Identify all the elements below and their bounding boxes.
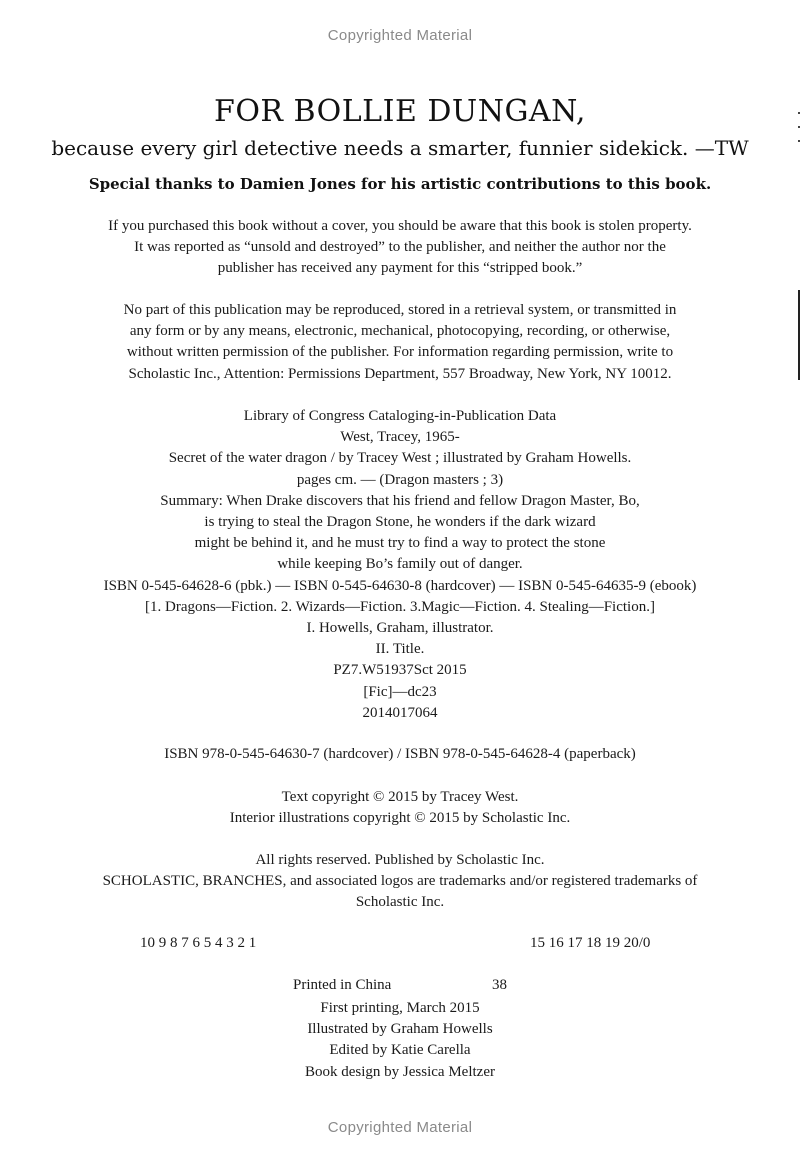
printing-number-line: 10 9 8 7 6 5 4 3 2 1 — [140, 935, 257, 951]
credit-line: Illustrated by Graham Howells — [307, 1021, 493, 1038]
rights-reserved — [0, 850, 800, 914]
copyright-line: Text copyright © 2015 by Tracey West. — [281, 789, 519, 805]
reserved-line: All rights reserved. Published by Scholastic Inc. — [255, 852, 545, 868]
watermark-bottom: Copyrighted Material — [327, 1119, 473, 1136]
cip-line: ISBN 0-545-64628-6 (pbk.) — ISBN 0-545-64630-8 (hardcover) — ISBN 0-545-64635-9 (ebook) — [103, 577, 697, 594]
dedication-title: FOR BOLLIE DUNGAN, — [214, 94, 586, 129]
notice-line: It was reported as “unsold and destroyed” to the publisher, and neither the author nor the — [134, 239, 666, 256]
cip-line: while keeping Bo’s family out of danger. — [277, 556, 523, 573]
notice-line: publisher has received any payment for this “stripped book.” — [217, 260, 583, 277]
isbn-line — [0, 744, 800, 765]
cip-line: pages cm. — (Dragon masters ; 3) — [296, 471, 504, 488]
cip-line: West, Tracey, 1965- — [340, 429, 460, 446]
notice-line: without written permission of the publisher. For information regarding permission, write to — [126, 344, 674, 361]
dedication-line: because every girl detective needs a smarter, funnier sidekick. —TW — [51, 136, 749, 160]
cip-line: PZ7.W51937Sct 2015 — [333, 662, 467, 679]
copyright-line: Interior illustrations copyright © 2015 by Scholastic Inc. — [229, 810, 571, 827]
reserved-line: SCHOLASTIC, BRANCHES, and associated logos are trademarks and/or registered trademarks of — [102, 873, 698, 890]
cip-line: [Fic]—dc23 — [363, 683, 437, 700]
reproduction-notice — [0, 300, 800, 385]
printed-location: Printed in China — [293, 977, 392, 993]
cip-line: II. Title. — [375, 641, 425, 658]
cip-line: I. Howells, Graham, illustrator. — [306, 620, 494, 637]
credit-line: First printing, March 2015 — [320, 1000, 480, 1016]
credits — [0, 998, 800, 1083]
watermark-top: Copyrighted Material — [327, 27, 473, 44]
cip-line: Library of Congress Cataloging-in-Publication Data — [243, 408, 557, 424]
copyright-notice — [0, 787, 800, 829]
credit-line: Edited by Katie Carella — [329, 1042, 471, 1059]
printing-year-line: 15 16 17 18 19 20/0 — [530, 935, 651, 951]
cip-line: 2014017064 — [362, 704, 438, 721]
notice-line: If you purchased this book without a cover, you should be aware that this book is stolen property. — [108, 218, 692, 234]
special-thanks: Special thanks to Damien Jones for his artistic contributions to this book. — [88, 175, 712, 193]
cip-line: is trying to steal the Dragon Stone, he wonders if the dark wizard — [204, 514, 596, 531]
cip-line: might be behind it, and he must try to find a way to protect the stone — [194, 535, 606, 552]
cip-line: Secret of the water dragon / by Tracey West ; illustrated by Graham Howells. — [168, 450, 632, 467]
notice-line: No part of this publication may be reproduced, stored in a retrieval system, or transmitted in — [123, 302, 677, 318]
printer-code: 38 — [492, 977, 507, 993]
notice-line: Scholastic Inc., Attention: Permissions Department, 557 Broadway, New York, NY 10012. — [128, 365, 672, 382]
reserved-line: Scholastic Inc. — [355, 894, 445, 911]
cataloging-data — [0, 406, 800, 724]
credit-line: Book design by Jessica Meltzer — [305, 1063, 495, 1080]
cip-line: [1. Dragons—Fiction. 2. Wizards—Fiction. 3.Magic—Fiction. 4. Stealing—Fiction.] — [145, 598, 655, 615]
cip-line: Summary: When Drake discovers that his friend and fellow Dragon Master, Bo, — [160, 492, 640, 509]
isbn-text: ISBN 978-0-545-64630-7 (hardcover) / ISBN 978-0-545-64628-4 (paperback) — [164, 746, 636, 762]
stripped-book-notice — [0, 216, 800, 280]
notice-line: any form or by any means, electronic, mechanical, photocopying, recording, or otherwise, — [129, 323, 671, 340]
